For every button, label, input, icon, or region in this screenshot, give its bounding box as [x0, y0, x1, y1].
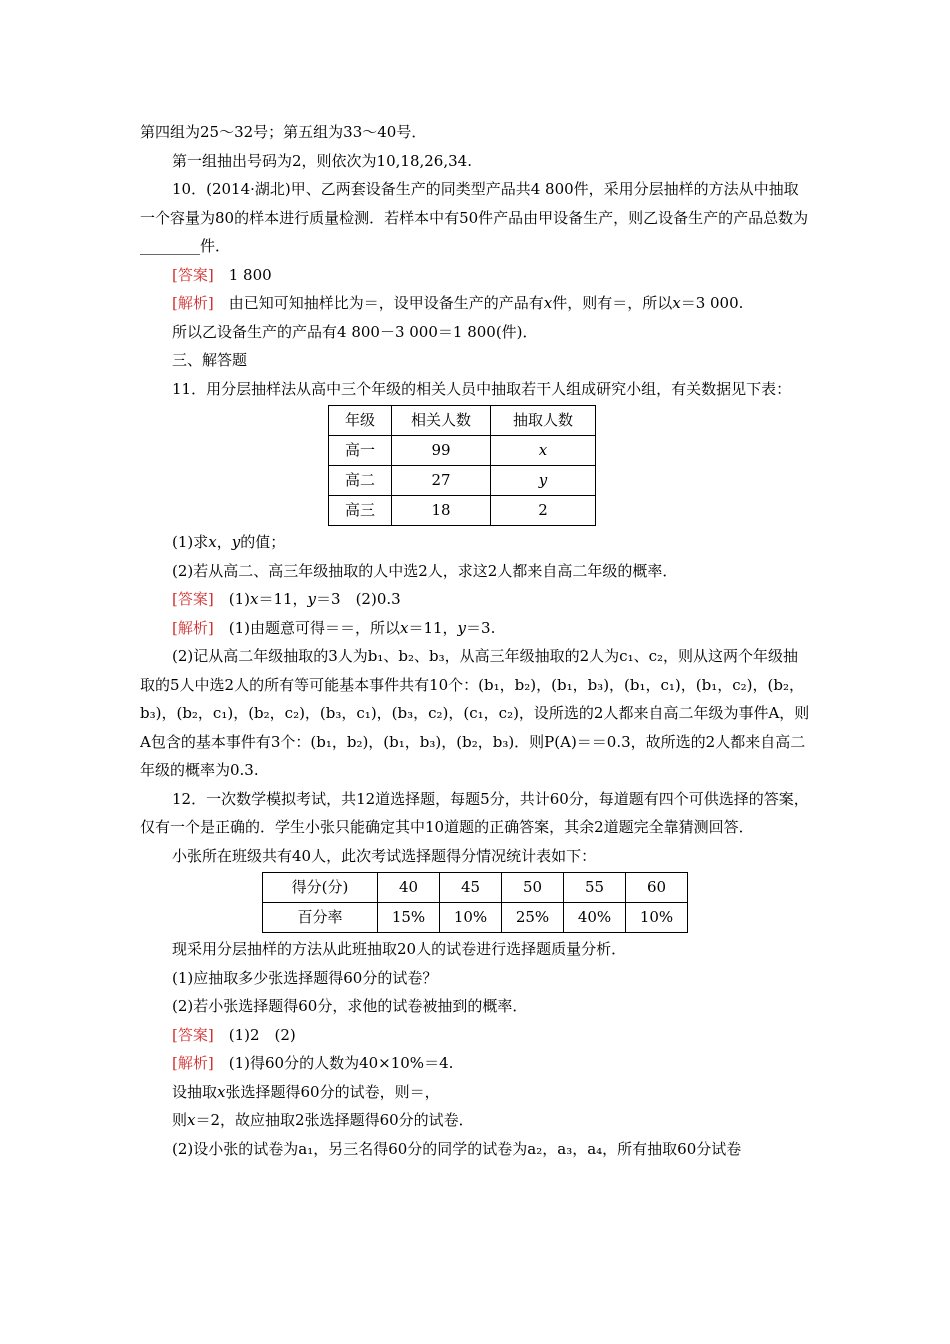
table-cell: 高一	[329, 436, 392, 466]
analysis-tag: [解析]	[172, 1054, 214, 1072]
table-row	[329, 496, 596, 526]
table-row	[263, 903, 688, 933]
question-12-part-1: (1)应抽取多少张选择题得60分的试卷？	[172, 968, 438, 987]
table-cell: 高三	[329, 496, 392, 526]
question-11: 11．用分层抽样法从高中三个年级的相关人员中抽取若干人组成研究小组，有关数据见下表：	[172, 379, 792, 398]
table-cell: 60	[626, 873, 688, 903]
table-cell: 得分(分)	[263, 873, 378, 903]
table-row	[329, 436, 596, 466]
table-cell: x	[491, 436, 596, 466]
question-12-analysis-2: 设抽取x张选择题得60分的试卷，则＝，	[172, 1082, 440, 1101]
table-cell: 55	[564, 873, 626, 903]
question-12: 12．一次数学模拟考试，共12道选择题，每题5分，共计60分，每道题有四个可供选择的答案，仅有一个是正确的．学生小张只能确定其中10道题的正确答案，其余2道题完全靠猜测回答．	[140, 789, 809, 836]
answer-tag: [答案]	[172, 265, 214, 284]
document-page	[140, 118, 810, 1163]
score-table	[262, 872, 688, 933]
table-cell: 45	[440, 873, 502, 903]
table-row	[329, 466, 596, 496]
table-cell: y	[491, 466, 596, 496]
question-10: 10．(2014·湖北)甲、乙两套设备生产的同类型产品共4 800件，采用分层抽样的方法从中抽取一个容量为80的样本进行质量检测．若样本中有50件产品由甲设备生产，则乙设备生产的产品总数为________件．	[140, 180, 809, 255]
grade-table	[328, 405, 596, 526]
question-12-analysis: [解析] (1)得60分的人数为40×10%＝4.	[172, 1054, 454, 1072]
table-cell: 相关人数	[392, 406, 491, 436]
table-cell: 40%	[564, 903, 626, 933]
answer-tag: [答案]	[172, 590, 214, 608]
table-cell: 10%	[440, 903, 502, 933]
table-cell: 99	[392, 436, 491, 466]
analysis-tag: [解析]	[172, 618, 214, 637]
analysis-tag: [解析]	[172, 294, 214, 312]
table-cell: 27	[392, 466, 491, 496]
table-cell: 2	[491, 496, 596, 526]
question-10-analysis-2: 所以乙设备生产的产品有4 800－3 000＝1 800(件)．	[172, 322, 538, 341]
table-header-row	[329, 406, 596, 436]
answer-tag: [答案]	[172, 1025, 214, 1044]
question-11-analysis: [解析] (1)由题意可得＝＝，所以x＝11，y＝3.	[172, 618, 496, 637]
question-11-answer: [答案] (1)x＝11，y＝3 (2)0.3	[172, 590, 401, 608]
question-12-analysis-3: 则x＝2，故应抽取2张选择题得60分的试卷．	[172, 1111, 474, 1129]
question-11-part-2: (2)若从高二、高三年级抽取的人中选2人，求这2人都来自高二年级的概率．	[172, 561, 678, 580]
table-cell: 年级	[329, 406, 392, 436]
table-cell: 百分率	[263, 903, 378, 933]
question-12-analysis-4: (2)设小张的试卷为a₁，另三名得60分的同学的试卷为a₂，a₃，a₄，所有抽取60分试卷	[172, 1139, 742, 1158]
table-cell: 50	[502, 873, 564, 903]
question-10-answer: [答案] 1 800	[172, 265, 272, 284]
section-heading: 三、解答题	[172, 351, 248, 369]
table-cell: 10%	[626, 903, 688, 933]
line-group-four-five: 第四组为25～32号；第五组为33～40号．	[140, 123, 427, 141]
question-12-answer: [答案] (1)2 (2)	[172, 1025, 296, 1044]
question-11-part-1: (1)求x，y的值；	[172, 533, 286, 551]
question-10-analysis: [解析] 由已知可知抽样比为＝，设甲设备生产的产品有x件，则有＝，所以x＝3 000.	[172, 294, 744, 312]
question-12-sampling: 现采用分层抽样的方法从此班抽取20人的试卷进行选择题质量分析．	[172, 940, 627, 958]
line-first-group-number: 第一组抽出号码为2，则依次为10,18,26,34.	[172, 151, 472, 170]
table-cell: 15%	[378, 903, 440, 933]
table-cell: 40	[378, 873, 440, 903]
table-cell: 18	[392, 496, 491, 526]
table-cell: 抽取人数	[491, 406, 596, 436]
table-cell: 高二	[329, 466, 392, 496]
table-row	[263, 873, 688, 903]
table-cell: 25%	[502, 903, 564, 933]
question-12-intro: 小张所在班级共有40人，此次考试选择题得分情况统计表如下：	[172, 846, 597, 865]
question-12-part-2: (2)若小张选择题得60分，求他的试卷被抽到的概率．	[172, 997, 528, 1015]
question-11-analysis-2: (2)记从高二年级抽取的3人为b₁、b₂、b₃，从高三年级抽取的2人为c₁、c₂，则从这两个年级抽取的5人中选2人的所有等可能基本事件共有10个：(b₁，b₂)，(b₁，b₃)，(b₁，c₁)，(b₁，c₂)，(b₂，b₃)，(b₂，c₁)，(b₂，c₂)，(b₃，c₁)，(b₃，c₂)，(c₁，c₂)，设所选的2人都来自高二年级为事件A，则A包含的基本事件有3个：(b₁，b₂)，(b₁，b₃)，(b₂，b₃)．则P(A)＝＝0.3，故所选的2人都来自高二年级的概率为0.3.	[140, 647, 810, 779]
